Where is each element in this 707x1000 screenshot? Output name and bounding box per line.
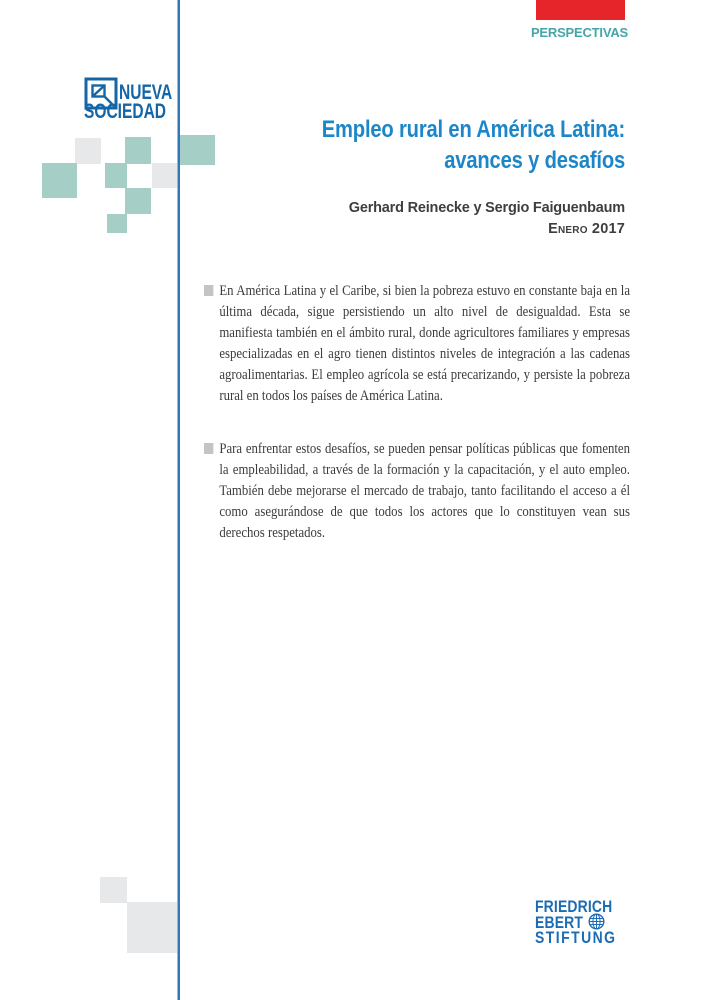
summary-paragraph-text: En América Latina y el Caribe, si bien la pobreza estuvo en constante baja en la última década, sigue persistiendo un alto nivel de desigualdad. Esta se manifiesta también en el ámbito rural, donde agricultores familiares y empresas especializadas en el agro tienen distintos niveles de integración a las cadenas agroalimentarias. El empleo agrícola se está precarizando, y persiste la pobreza rural en todos los países de América Latina. [219, 283, 630, 404]
deco-square [125, 188, 151, 214]
square-bullet-icon [204, 443, 213, 454]
publisher-name-line2: SOCIEDAD [84, 100, 167, 123]
summary-block [204, 281, 630, 544]
summary-paragraph [204, 439, 630, 544]
article-title-line1: Empleo rural en América Latina: [321, 116, 625, 143]
deco-square [127, 902, 178, 953]
summary-paragraph [204, 281, 630, 407]
friedrich-ebert-stiftung-logo [535, 899, 634, 946]
deco-square [125, 137, 151, 164]
series-label: PERSPECTIVAS [530, 25, 628, 40]
publication-date: Enero 2017 [548, 221, 625, 237]
article-title [322, 114, 625, 176]
foundation-name-line3: STIFTUNG [535, 928, 617, 947]
publisher-name-line1: NUEVA [119, 81, 173, 104]
deco-square [42, 163, 77, 198]
deco-square [152, 163, 177, 188]
summary-paragraph-text: Para enfrentar estos desafíos, se pueden pensar políticas públicas que fomenten la empleabilidad, a través de la formación y la capacitación, y el auto empleo. También debe mejorarse el mercado de trabajo, tanto facilitando el acceso a él como asegurándose de que todos los actores que lo constituyen vean sus derechos respetados. [219, 441, 630, 541]
deco-square [107, 214, 127, 233]
deco-square [75, 138, 101, 164]
square-bullet-icon [204, 285, 213, 296]
deco-square [105, 163, 127, 188]
article-title-line2: avances y desafíos [444, 147, 625, 174]
globe-icon [588, 913, 605, 935]
foundation-name-line2: EBERT [535, 912, 584, 932]
vertical-rule [177, 0, 180, 1000]
deco-square [178, 135, 215, 165]
masthead-red-bar [536, 0, 625, 20]
deco-square [100, 877, 127, 903]
article-authors: Gerhard Reinecke y Sergio Faiguenbaum [348, 200, 625, 216]
foundation-name-line1: FRIEDRICH [535, 897, 613, 916]
